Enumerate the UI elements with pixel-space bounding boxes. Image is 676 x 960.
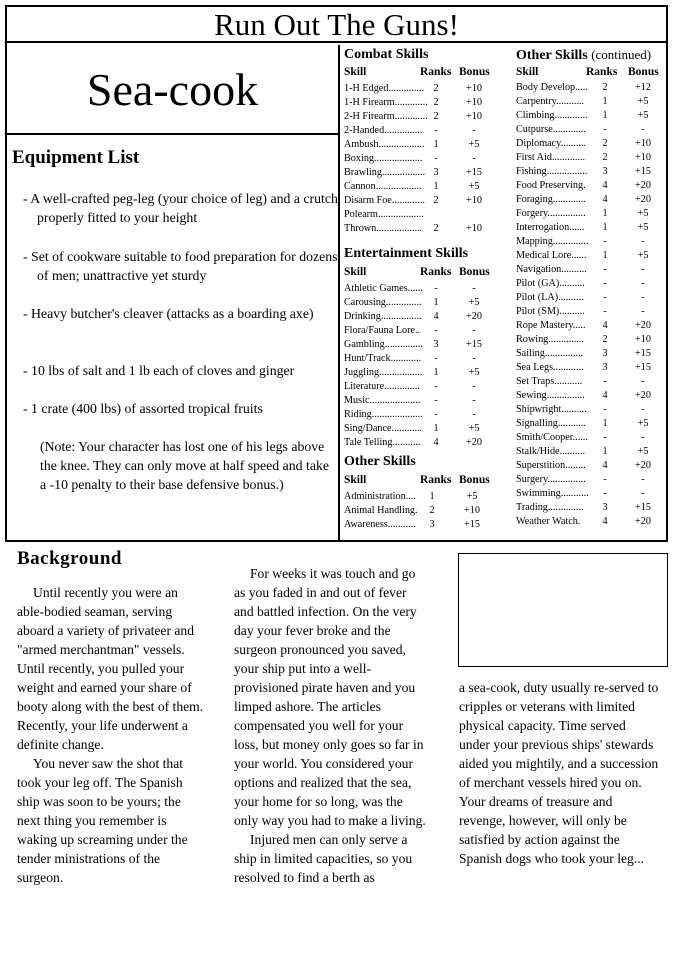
skill-ranks: 4 — [433, 311, 439, 322]
equipment-heading: Equipment List — [12, 147, 140, 168]
skill-name: Animal Handling. — [344, 505, 418, 516]
skill-row — [516, 459, 666, 473]
skill-row — [516, 375, 666, 389]
skill-bonus: - — [641, 292, 645, 303]
skill-row — [516, 221, 666, 235]
skill-name: Superstition........ — [516, 460, 586, 471]
skill-ranks: 2 — [602, 138, 608, 149]
skill-bonus: +15 — [635, 362, 651, 373]
skill-name: Music.................... — [344, 395, 421, 406]
skill-ranks: 4 — [602, 390, 608, 401]
skill-bonus: +5 — [468, 181, 480, 192]
skill-bonus: +15 — [635, 166, 651, 177]
background-col-1 — [17, 583, 207, 887]
skill-ranks: - — [603, 474, 607, 485]
skill-name: Diplomacy.......... — [516, 138, 587, 149]
col-header-bonus: Bonus — [628, 66, 659, 78]
skill-ranks: 1 — [433, 139, 439, 150]
skill-ranks: - — [434, 353, 438, 364]
skill-row — [516, 431, 666, 445]
skill-row — [516, 193, 666, 207]
skill-row — [516, 81, 666, 95]
skill-name: 1-H Firearm............. — [344, 97, 428, 108]
skill-bonus: +5 — [637, 250, 649, 261]
skill-name: Sailing............... — [516, 348, 584, 359]
skill-bonus: +5 — [637, 222, 649, 233]
skill-row — [516, 445, 666, 459]
skill-name: 1-H Edged.............. — [344, 83, 425, 94]
skill-name: Interrogation...... — [516, 222, 585, 233]
entertainment-skills-title: Entertainment Skills — [344, 246, 469, 261]
skill-row — [344, 208, 494, 222]
skill-ranks: - — [603, 404, 607, 415]
skill-name: Awareness........... — [344, 519, 416, 530]
skill-name: Juggling................. — [344, 367, 423, 378]
skill-name: Signalling........... — [516, 418, 586, 429]
skill-bonus: +20 — [466, 437, 482, 448]
skill-row — [516, 151, 666, 165]
skill-row — [516, 235, 666, 249]
skill-row — [344, 180, 494, 194]
skill-bonus: +5 — [637, 208, 649, 219]
skill-bonus: +20 — [635, 460, 651, 471]
skill-name: Carpentry........... — [516, 96, 585, 107]
background-paragraph: For weeks it was touch and go as you faded in and out of fever and battled infection. On the very day your fever broke and the surgeon pronounced you saved, your ship put into a well-provisioned pirate haven and you limped ashore. The articles compensated you well for your loss, but money only goes so far in your world. You considered your options and realized that the sea, your home for so long, was the only way you had to make a living. — [234, 566, 426, 828]
background-heading: Background — [17, 548, 122, 569]
combat-skills-title: Combat Skills — [344, 47, 429, 62]
skill-bonus: +5 — [637, 96, 649, 107]
skill-bonus: - — [472, 381, 476, 392]
skill-name: Literature.............. — [344, 381, 420, 392]
skill-row — [344, 296, 494, 310]
skill-name: Hunt/Track............ — [344, 353, 422, 364]
skill-row — [344, 324, 494, 338]
skill-row — [344, 352, 494, 366]
skill-name: Carousing.............. — [344, 297, 422, 308]
skill-ranks: 4 — [602, 180, 608, 191]
skill-ranks: - — [434, 125, 438, 136]
col-header-bonus: Bonus — [459, 474, 490, 486]
skill-ranks: 2 — [602, 152, 608, 163]
skill-ranks: 4 — [602, 460, 608, 471]
skill-name: Surgery............... — [516, 474, 586, 485]
skill-ranks: - — [434, 409, 438, 420]
character-name: Sea-cook — [7, 45, 338, 135]
other-skills-continued-title — [516, 47, 651, 64]
skill-bonus: +10 — [635, 138, 651, 149]
skill-row — [516, 487, 666, 501]
skill-ranks: 1 — [602, 250, 608, 261]
skill-ranks: 4 — [602, 194, 608, 205]
skill-ranks: 4 — [602, 320, 608, 331]
skill-bonus: +5 — [637, 110, 649, 121]
col-header-bonus: Bonus — [459, 266, 490, 278]
skill-name: Fishing................ — [516, 166, 588, 177]
equipment-item: - Set of cookware suitable to food preparation for dozens of men; unattractive yet sturdy — [23, 249, 338, 283]
skill-row — [516, 347, 666, 361]
skill-row — [516, 179, 666, 193]
skill-ranks: 1 — [602, 110, 608, 121]
skill-name: Sing/Dance............ — [344, 423, 423, 434]
skill-row — [516, 403, 666, 417]
skill-row — [516, 333, 666, 347]
skill-ranks: 2 — [433, 223, 439, 234]
skill-name: Rope Mastery..... — [516, 320, 586, 331]
skill-ranks: - — [603, 306, 607, 317]
skill-row — [516, 515, 666, 529]
skill-ranks: 2 — [433, 97, 439, 108]
skill-name: Body Develop..... — [516, 82, 588, 93]
skill-ranks: - — [603, 376, 607, 387]
equipment-item: - 1 crate (400 lbs) of assorted tropical fruits — [23, 401, 263, 416]
skill-bonus: - — [641, 474, 645, 485]
background-paragraph: Injured men can only serve a ship in limited capacities, so you resolved to find a berth as — [234, 832, 413, 885]
skill-name: Athletic Games...... — [344, 283, 423, 294]
skill-name: 2-H Firearm............. — [344, 111, 428, 122]
other-skills-title: Other Skills — [344, 454, 416, 469]
skill-ranks: 1 — [602, 418, 608, 429]
skill-ranks: 3 — [602, 502, 608, 513]
skill-ranks: - — [603, 124, 607, 135]
background-paragraph: You never saw the shot that took your leg off. The Spanish ship was soon to be yours; the next thing you remember is waking up screaming under the tender ministrations of the surgeon. — [17, 756, 188, 885]
equipment-panel — [7, 137, 338, 540]
other-skills-continued-title-text: Other Skills — [516, 48, 588, 63]
skill-bonus: +10 — [635, 334, 651, 345]
skill-row — [516, 319, 666, 333]
skill-row — [516, 417, 666, 431]
skill-ranks: - — [603, 432, 607, 443]
skill-bonus: +20 — [635, 320, 651, 331]
skill-ranks: 1 — [429, 491, 435, 502]
skill-row — [344, 380, 494, 394]
skill-row — [344, 518, 494, 532]
skill-bonus: - — [641, 306, 645, 317]
skill-row — [344, 408, 494, 422]
background-paragraph: Until recently you were an able-bodied seaman, serving aboard a variety of privateer and "armed merchantman" vessels. Until recently, you pulled your weight and earned your share of booty along with the best of them. Recently, your life underwent a definite change. — [17, 585, 204, 752]
col-header-skill: Skill — [344, 266, 367, 278]
skill-bonus: - — [641, 432, 645, 443]
skill-row — [516, 249, 666, 263]
skills-right-column — [516, 47, 666, 537]
skill-bonus: - — [641, 404, 645, 415]
skill-ranks: - — [434, 325, 438, 336]
skill-row — [344, 338, 494, 352]
skills-left-column — [344, 47, 504, 537]
skill-ranks: - — [603, 292, 607, 303]
skill-name: Ambush.................. — [344, 139, 425, 150]
equipment-item: - A well-crafted peg-leg (your choice of leg) and a crutch properly fitted to your height — [23, 191, 338, 225]
skill-row — [344, 194, 494, 208]
skill-bonus: - — [472, 283, 476, 294]
continued-label: (continued) — [591, 47, 652, 62]
skill-bonus: +10 — [466, 97, 482, 108]
skill-ranks: 2 — [433, 111, 439, 122]
skill-name: Flora/Fauna Lore.. — [344, 325, 421, 336]
skill-bonus: +12 — [635, 82, 651, 93]
skill-ranks: - — [603, 278, 607, 289]
skill-row — [516, 137, 666, 151]
skill-row — [344, 96, 494, 110]
skill-bonus: - — [472, 325, 476, 336]
skill-ranks: - — [603, 488, 607, 499]
skill-bonus: +5 — [468, 423, 480, 434]
skill-name: Trading.............. — [516, 502, 584, 513]
skill-name: Sewing............... — [516, 390, 585, 401]
skill-ranks: 4 — [602, 516, 608, 527]
skill-ranks: 2 — [433, 83, 439, 94]
skill-bonus: +20 — [635, 180, 651, 191]
skill-row — [516, 109, 666, 123]
skill-row — [516, 473, 666, 487]
skill-row — [344, 166, 494, 180]
skill-bonus: +10 — [635, 152, 651, 163]
skill-ranks: - — [434, 153, 438, 164]
skill-ranks: 1 — [433, 181, 439, 192]
skill-name: Gambling............... — [344, 339, 423, 350]
skill-ranks: 3 — [433, 167, 439, 178]
col-header-ranks: Ranks — [420, 266, 452, 278]
skill-bonus: +20 — [635, 516, 651, 527]
skill-bonus: - — [641, 488, 645, 499]
skill-row — [516, 501, 666, 515]
col-header-ranks: Ranks — [586, 66, 618, 78]
skill-ranks: 1 — [602, 222, 608, 233]
skill-name: Swimming........... — [516, 488, 589, 499]
skill-row — [516, 95, 666, 109]
skill-bonus: +15 — [466, 167, 482, 178]
skill-row — [344, 366, 494, 380]
skill-row — [344, 394, 494, 408]
skill-ranks: - — [603, 264, 607, 275]
skill-bonus: +5 — [466, 491, 478, 502]
skill-ranks: - — [434, 283, 438, 294]
skill-name: Pilot (SM).......... — [516, 306, 585, 317]
skill-ranks: 3 — [429, 519, 435, 530]
skill-row — [516, 263, 666, 277]
skill-bonus: +5 — [637, 418, 649, 429]
skill-bonus: - — [641, 124, 645, 135]
skill-bonus: +20 — [635, 194, 651, 205]
skill-name: Foraging............. — [516, 194, 586, 205]
equipment-item: - Heavy butcher's cleaver (attacks as a boarding axe) — [23, 306, 314, 321]
skill-row — [516, 165, 666, 179]
skill-bonus: - — [641, 376, 645, 387]
equipment-item: - 10 lbs of salt and 1 lb each of cloves and ginger — [23, 363, 295, 378]
skill-ranks: 2 — [602, 82, 608, 93]
skill-row — [516, 361, 666, 375]
skill-name: Polearm.................. — [344, 209, 424, 220]
col-header-skill: Skill — [516, 66, 539, 78]
skill-ranks: 3 — [602, 362, 608, 373]
skill-row — [344, 504, 494, 518]
skill-bonus: +5 — [468, 297, 480, 308]
skill-bonus: - — [641, 236, 645, 247]
col-header-ranks: Ranks — [420, 66, 452, 78]
skill-ranks: 2 — [602, 334, 608, 345]
skill-name: Food Preserving. — [516, 180, 586, 191]
skill-row — [344, 310, 494, 324]
skill-name: Set Traps........... — [516, 376, 583, 387]
skill-bonus: +15 — [635, 348, 651, 359]
skill-row — [516, 123, 666, 137]
skill-name: Cannon.................. — [344, 181, 422, 192]
skill-ranks: 1 — [602, 208, 608, 219]
skill-bonus: - — [472, 153, 476, 164]
skill-name: 2-Handed............... — [344, 125, 423, 136]
skill-bonus: +10 — [466, 195, 482, 206]
skill-row — [344, 124, 494, 138]
skill-bonus: - — [641, 264, 645, 275]
skill-bonus: +15 — [635, 502, 651, 513]
skill-bonus: - — [472, 125, 476, 136]
skill-name: First Aid............. — [516, 152, 586, 163]
skill-ranks: 3 — [602, 166, 608, 177]
skill-name: Brawling................. — [344, 167, 426, 178]
skill-row — [344, 282, 494, 296]
skill-name: Smith/Cooper...... — [516, 432, 588, 443]
skill-row — [344, 490, 494, 504]
page-title: Run Out The Guns! — [7, 7, 666, 43]
skill-ranks: 1 — [433, 367, 439, 378]
skill-name: Cutpurse............. — [516, 124, 586, 135]
skill-row — [344, 138, 494, 152]
skill-bonus: - — [472, 395, 476, 406]
skill-ranks: - — [434, 381, 438, 392]
skill-name: Disarm Foe............. — [344, 195, 425, 206]
skill-ranks: 3 — [602, 348, 608, 359]
skill-name: Tale Telling........... — [344, 437, 421, 448]
portrait-box — [458, 553, 668, 667]
skill-row — [344, 422, 494, 436]
skill-name: Rowing.............. — [516, 334, 584, 345]
skill-row — [516, 277, 666, 291]
background-col-2 — [234, 564, 426, 887]
skill-name: Boxing................... — [344, 153, 423, 164]
skill-name: Shipwright.......... — [516, 404, 587, 415]
background-paragraph: a sea-cook, duty usually re-served to cripples or veterans with limited physical capacity. Time served under your previous ships' stewards aided you mightily, and a succession of merchant vessels hired you on. Your dreams of treasure and revenge, however, will only be satisfied by action against the Spanish dogs who took your leg... — [459, 680, 659, 866]
skill-name: Weather Watch. — [516, 516, 581, 527]
skill-bonus: +10 — [466, 83, 482, 94]
skill-row — [344, 82, 494, 96]
skill-name: Navigation.......... — [516, 264, 587, 275]
skill-bonus: +20 — [635, 390, 651, 401]
skill-name: Riding.................... — [344, 409, 423, 420]
skill-bonus: +10 — [466, 223, 482, 234]
col-header-skill: Skill — [344, 66, 367, 78]
skill-bonus: +5 — [637, 446, 649, 457]
skill-bonus: +5 — [468, 139, 480, 150]
skill-row — [344, 436, 494, 450]
skill-name: Pilot (GA).......... — [516, 278, 585, 289]
skill-ranks: - — [603, 236, 607, 247]
skill-bonus: - — [641, 278, 645, 289]
skill-row — [344, 110, 494, 124]
col-header-skill: Skill — [344, 474, 367, 486]
skill-name: Drinking................ — [344, 311, 422, 322]
skill-name: Forgery............... — [516, 208, 586, 219]
skill-row — [516, 305, 666, 319]
skill-ranks: 1 — [602, 96, 608, 107]
skill-row — [344, 222, 494, 236]
background-col-3 — [459, 678, 659, 868]
skill-bonus: +15 — [464, 519, 480, 530]
skill-bonus: +10 — [464, 505, 480, 516]
column-divider — [338, 45, 340, 540]
skill-name: Thrown.................. — [344, 223, 423, 234]
skill-ranks: 1 — [433, 423, 439, 434]
skill-ranks: 2 — [429, 505, 435, 516]
skill-row — [516, 207, 666, 221]
skill-name: Administration.... — [344, 491, 416, 502]
col-header-ranks: Ranks — [420, 474, 452, 486]
equipment-note: (Note: Your character has lost one of his legs above the knee. They can only move at half speed and take a -10 penalty to their base defensive bonus.) — [40, 439, 329, 492]
skill-name: Mapping.............. — [516, 236, 589, 247]
skill-name: Stalk/Hide.......... — [516, 446, 586, 457]
skill-bonus: +10 — [466, 111, 482, 122]
col-header-bonus: Bonus — [459, 66, 490, 78]
skill-bonus: +5 — [468, 367, 480, 378]
skill-name: Pilot (LA).......... — [516, 292, 584, 303]
skill-ranks: 1 — [602, 446, 608, 457]
skill-row — [516, 291, 666, 305]
skill-ranks: 2 — [433, 195, 439, 206]
skill-name: Medical Lore...... — [516, 250, 587, 261]
skill-bonus: - — [472, 353, 476, 364]
skill-ranks: 4 — [433, 437, 439, 448]
skill-ranks: 1 — [433, 297, 439, 308]
skill-row — [516, 389, 666, 403]
skill-name: Climbing............. — [516, 110, 588, 121]
skill-ranks: - — [434, 395, 438, 406]
skill-bonus: +15 — [466, 339, 482, 350]
skill-name: Sea Legs............ — [516, 362, 584, 373]
skill-bonus: +20 — [466, 311, 482, 322]
skill-bonus: - — [472, 409, 476, 420]
skill-ranks: 3 — [433, 339, 439, 350]
skill-row — [344, 152, 494, 166]
